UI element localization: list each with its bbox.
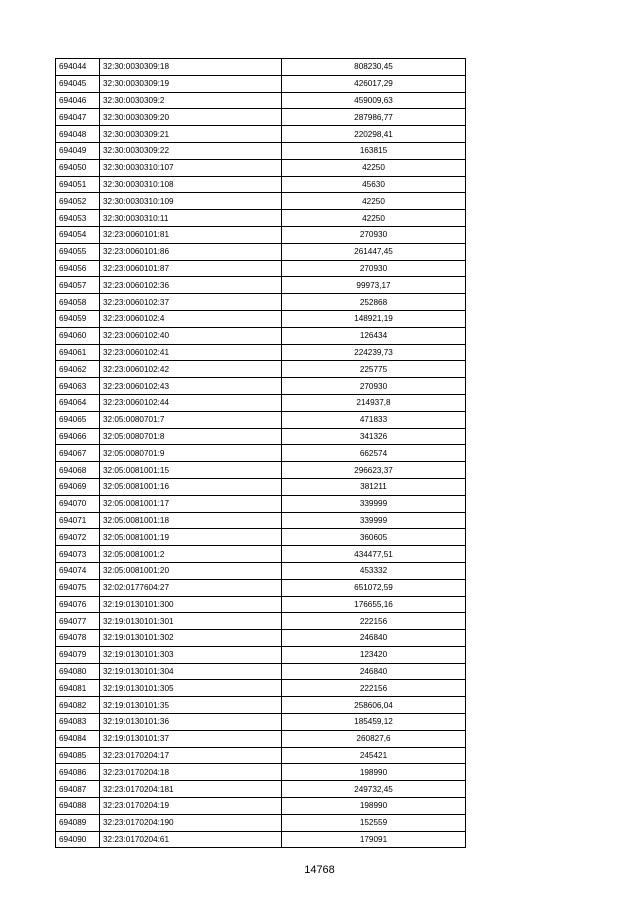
cadastral-value-cell: 179091 (282, 831, 466, 848)
table-row (56, 159, 466, 176)
cadastral-value-cell: 459009,63 (282, 92, 466, 109)
cadastral-number-cell: 32:23:0060102:36 (100, 277, 282, 294)
row-id-cell: 694062 (56, 361, 100, 378)
cadastral-value-cell: 42250 (282, 210, 466, 227)
table-row (56, 747, 466, 764)
row-id-cell: 694074 (56, 562, 100, 579)
cadastral-number-cell: 32:23:0060101:81 (100, 226, 282, 243)
cadastral-number-cell: 32:05:0081001:20 (100, 562, 282, 579)
row-id-cell: 694089 (56, 814, 100, 831)
table-row (56, 361, 466, 378)
cadastral-number-cell: 32:23:0060101:87 (100, 260, 282, 277)
cadastral-number-cell: 32:02:0177604:27 (100, 579, 282, 596)
row-id-cell: 694061 (56, 344, 100, 361)
cadastral-value-cell: 198990 (282, 798, 466, 815)
cadastral-number-cell: 32:05:0081001:17 (100, 495, 282, 512)
cadastral-number-cell: 32:23:0060101:86 (100, 243, 282, 260)
cadastral-number-cell: 32:05:0081001:15 (100, 462, 282, 479)
table-row (56, 176, 466, 193)
table-row (56, 478, 466, 495)
cadastral-value-cell: 261447,45 (282, 243, 466, 260)
table-row (56, 126, 466, 143)
row-id-cell: 694044 (56, 59, 100, 76)
table-row (56, 630, 466, 647)
cadastral-value-cell: 185459,12 (282, 714, 466, 731)
cadastral-number-cell: 32:30:0030309:19 (100, 75, 282, 92)
cadastral-value-cell: 198990 (282, 764, 466, 781)
row-id-cell: 694071 (56, 512, 100, 529)
cadastral-number-cell: 32:19:0130101:35 (100, 697, 282, 714)
row-id-cell: 694052 (56, 193, 100, 210)
cadastral-value-cell: 224239,73 (282, 344, 466, 361)
cadastral-number-cell: 32:30:0030310:108 (100, 176, 282, 193)
table-row (56, 462, 466, 479)
row-id-cell: 694046 (56, 92, 100, 109)
cadastral-value-cell: 270930 (282, 260, 466, 277)
table-row (56, 781, 466, 798)
row-id-cell: 694070 (56, 495, 100, 512)
cadastral-value-cell: 214937,8 (282, 394, 466, 411)
cadastral-value-cell: 339999 (282, 512, 466, 529)
cadastral-value-cell: 220298,41 (282, 126, 466, 143)
cadastral-number-cell: 32:05:0081001:19 (100, 529, 282, 546)
table-row (56, 445, 466, 462)
table-row (56, 59, 466, 76)
row-id-cell: 694076 (56, 596, 100, 613)
cadastral-value-cell: 360605 (282, 529, 466, 546)
row-id-cell: 694085 (56, 747, 100, 764)
row-id-cell: 694054 (56, 226, 100, 243)
table-row (56, 210, 466, 227)
cadastral-value-cell: 270930 (282, 378, 466, 395)
cadastral-number-cell: 32:19:0130101:305 (100, 680, 282, 697)
table-row (56, 646, 466, 663)
cadastral-value-cell: 260827,6 (282, 730, 466, 747)
table-row (56, 378, 466, 395)
cadastral-value-cell: 152559 (282, 814, 466, 831)
table-row (56, 294, 466, 311)
cadastral-number-cell: 32:23:0060102:44 (100, 394, 282, 411)
table-row (56, 831, 466, 848)
cadastral-value-cell: 45630 (282, 176, 466, 193)
cadastral-number-cell: 32:23:0170204:17 (100, 747, 282, 764)
cadastral-number-cell: 32:19:0130101:36 (100, 714, 282, 731)
cadastral-number-cell: 32:19:0130101:304 (100, 663, 282, 680)
table-body (56, 59, 466, 848)
table-row (56, 512, 466, 529)
table-row (56, 730, 466, 747)
cadastral-value-cell: 176655,16 (282, 596, 466, 613)
cadastral-value-cell: 252868 (282, 294, 466, 311)
table-row (56, 193, 466, 210)
cadastral-number-cell: 32:05:0080701:8 (100, 428, 282, 445)
cadastral-number-cell: 32:30:0030310:109 (100, 193, 282, 210)
cadastral-number-cell: 32:30:0030309:22 (100, 142, 282, 159)
row-id-cell: 694047 (56, 109, 100, 126)
row-id-cell: 694077 (56, 613, 100, 630)
cadastral-number-cell: 32:23:0060102:4 (100, 310, 282, 327)
table-row (56, 142, 466, 159)
cadastral-number-cell: 32:23:0060102:42 (100, 361, 282, 378)
cadastral-value-cell: 222156 (282, 680, 466, 697)
table-row (56, 579, 466, 596)
cadastral-number-cell: 32:05:0081001:16 (100, 478, 282, 495)
cadastral-number-cell: 32:05:0080701:7 (100, 411, 282, 428)
cadastral-number-cell: 32:23:0060102:43 (100, 378, 282, 395)
cadastral-number-cell: 32:05:0080701:9 (100, 445, 282, 462)
cadastral-value-cell: 651072,59 (282, 579, 466, 596)
cadastral-number-cell: 32:30:0030309:21 (100, 126, 282, 143)
row-id-cell: 694053 (56, 210, 100, 227)
table-row (56, 243, 466, 260)
cadastral-value-cell: 123420 (282, 646, 466, 663)
row-id-cell: 694050 (56, 159, 100, 176)
row-id-cell: 694080 (56, 663, 100, 680)
cadastral-value-cell: 339999 (282, 495, 466, 512)
table-row (56, 260, 466, 277)
table-row (56, 344, 466, 361)
row-id-cell: 694079 (56, 646, 100, 663)
row-id-cell: 694069 (56, 478, 100, 495)
cadastral-value-cell: 42250 (282, 193, 466, 210)
table-row (56, 428, 466, 445)
cadastral-value-cell: 246840 (282, 663, 466, 680)
row-id-cell: 694082 (56, 697, 100, 714)
cadastral-value-cell: 246840 (282, 630, 466, 647)
cadastral-number-cell: 32:23:0170204:181 (100, 781, 282, 798)
row-id-cell: 694058 (56, 294, 100, 311)
table-row (56, 92, 466, 109)
table-row (56, 277, 466, 294)
table-row (56, 75, 466, 92)
row-id-cell: 694049 (56, 142, 100, 159)
cadastral-number-cell: 32:19:0130101:37 (100, 730, 282, 747)
table-row (56, 327, 466, 344)
table-row (56, 495, 466, 512)
row-id-cell: 694048 (56, 126, 100, 143)
cadastral-number-cell: 32:19:0130101:300 (100, 596, 282, 613)
cadastral-number-cell: 32:05:0081001:2 (100, 546, 282, 563)
cadastral-number-cell: 32:23:0060102:37 (100, 294, 282, 311)
cadastral-number-cell: 32:23:0170204:190 (100, 814, 282, 831)
row-id-cell: 694072 (56, 529, 100, 546)
row-id-cell: 694045 (56, 75, 100, 92)
table-row (56, 529, 466, 546)
row-id-cell: 694059 (56, 310, 100, 327)
cadastral-value-cell: 126434 (282, 327, 466, 344)
cadastral-number-cell: 32:23:0060102:40 (100, 327, 282, 344)
row-id-cell: 694063 (56, 378, 100, 395)
row-id-cell: 694055 (56, 243, 100, 260)
table-row (56, 310, 466, 327)
row-id-cell: 694078 (56, 630, 100, 647)
row-id-cell: 694056 (56, 260, 100, 277)
row-id-cell: 694066 (56, 428, 100, 445)
table-row (56, 663, 466, 680)
cadastral-value-cell: 42250 (282, 159, 466, 176)
cadastral-value-cell: 471833 (282, 411, 466, 428)
cadastral-number-cell: 32:19:0130101:302 (100, 630, 282, 647)
table-row (56, 411, 466, 428)
cadastral-value-cell: 99973,17 (282, 277, 466, 294)
row-id-cell: 694087 (56, 781, 100, 798)
table-row (56, 562, 466, 579)
row-id-cell: 694090 (56, 831, 100, 848)
cadastral-number-cell: 32:05:0081001:18 (100, 512, 282, 529)
row-id-cell: 694051 (56, 176, 100, 193)
table-row (56, 613, 466, 630)
row-id-cell: 694086 (56, 764, 100, 781)
cadastral-number-cell: 32:19:0130101:301 (100, 613, 282, 630)
table-row (56, 109, 466, 126)
cadastral-value-cell: 258606,04 (282, 697, 466, 714)
cadastral-number-cell: 32:23:0060102:41 (100, 344, 282, 361)
table-row (56, 764, 466, 781)
cadastral-value-cell: 148921,19 (282, 310, 466, 327)
cadastral-number-cell: 32:30:0030310:11 (100, 210, 282, 227)
cadastral-value-cell: 662574 (282, 445, 466, 462)
row-id-cell: 694073 (56, 546, 100, 563)
table-row (56, 226, 466, 243)
table-row (56, 714, 466, 731)
row-id-cell: 694064 (56, 394, 100, 411)
row-id-cell: 694065 (56, 411, 100, 428)
cadastral-number-cell: 32:30:0030309:18 (100, 59, 282, 76)
cadastral-number-cell: 32:30:0030309:20 (100, 109, 282, 126)
cadastral-value-cell: 381211 (282, 478, 466, 495)
cadastral-value-cell: 245421 (282, 747, 466, 764)
cadastral-number-cell: 32:19:0130101:303 (100, 646, 282, 663)
row-id-cell: 694088 (56, 798, 100, 815)
cadastral-value-cell: 287986,77 (282, 109, 466, 126)
page-number: 14768 (304, 864, 335, 876)
table-row (56, 697, 466, 714)
cadastral-value-cell: 434477,51 (282, 546, 466, 563)
table-row (56, 680, 466, 697)
cadastral-number-cell: 32:23:0170204:19 (100, 798, 282, 815)
cadastral-number-cell: 32:23:0170204:61 (100, 831, 282, 848)
row-id-cell: 694081 (56, 680, 100, 697)
cadastral-value-cell: 426017,29 (282, 75, 466, 92)
cadastral-value-cell: 222156 (282, 613, 466, 630)
row-id-cell: 694068 (56, 462, 100, 479)
table-row (56, 394, 466, 411)
table-row (56, 814, 466, 831)
row-id-cell: 694084 (56, 730, 100, 747)
cadastral-value-cell: 808230,45 (282, 59, 466, 76)
cadastral-value-table (55, 58, 466, 848)
table-row (56, 596, 466, 613)
row-id-cell: 694060 (56, 327, 100, 344)
cadastral-value-cell: 341326 (282, 428, 466, 445)
cadastral-value-cell: 270930 (282, 226, 466, 243)
row-id-cell: 694067 (56, 445, 100, 462)
cadastral-number-cell: 32:23:0170204:18 (100, 764, 282, 781)
cadastral-number-cell: 32:30:0030309:2 (100, 92, 282, 109)
cadastral-value-cell: 225775 (282, 361, 466, 378)
table-row (56, 546, 466, 563)
cadastral-value-cell: 249732,45 (282, 781, 466, 798)
cadastral-value-cell: 296623,37 (282, 462, 466, 479)
row-id-cell: 694083 (56, 714, 100, 731)
row-id-cell: 694075 (56, 579, 100, 596)
table-row (56, 798, 466, 815)
row-id-cell: 694057 (56, 277, 100, 294)
cadastral-number-cell: 32:30:0030310:107 (100, 159, 282, 176)
cadastral-value-cell: 453332 (282, 562, 466, 579)
cadastral-value-cell: 163815 (282, 142, 466, 159)
